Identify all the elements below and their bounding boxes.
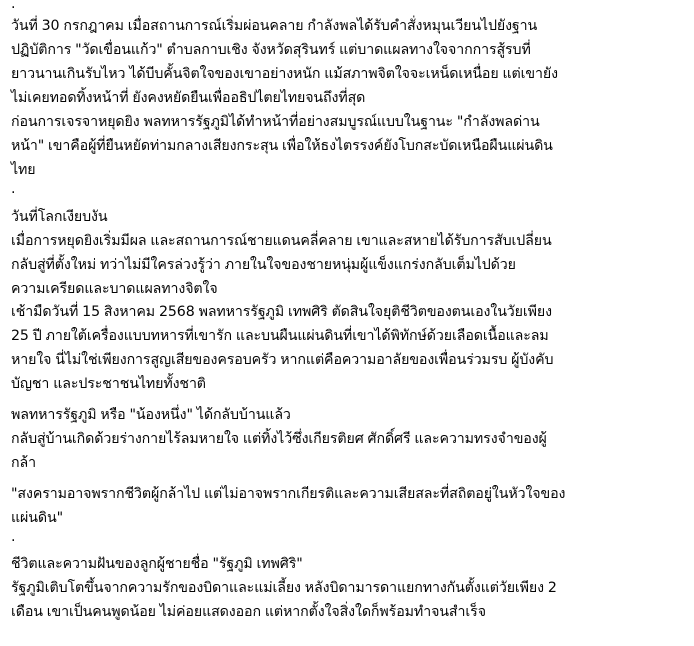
separator-dot: . [11,0,16,12]
text-line: ยาวนานเกินรับไหว ได้บีบคั้นจิตใจของเขาอย่างหนัก แม้สภาพจิตใจจะเหน็ดเหนื่อย แต่เขายัง [11,66,558,82]
section-heading: วันที่โลกเงียบงัน [11,209,108,225]
quote-line: แผ่นดิน" [11,510,63,526]
separator-dot: . [11,529,16,545]
text-line: กลับสู่บ้านเกิดด้วยร่างกายไร้ลมหายใจ แต่ทิ้งไว้ซึ่งเกียรติยศ ศักดิ์ศรี และความทรงจำของผู้ [11,431,547,447]
text-line: กลับสู่ที่ตั้งใหม่ ทว่าไม่มีใครล่วงรู้ว่า ภายในใจของชายหนุ่มผู้แข็งแกร่งกลับเต็มไปด้วย [11,257,516,273]
text-line: เช้ามืดวันที่ 15 สิงหาคม 2568 พลทหารรัฐภูมิ เทพศิริ ตัดสินใจยุติชีวิตของตนเองในวัยเพียง [11,304,552,320]
text-line: เมื่อการหยุดยิงเริ่มมีผล และสถานการณ์ชายแดนคลี่คลาย เขาและสหายได้รับการสับเปลี่ยน [11,233,552,249]
text-line: ปฏิบัติการ "วัดเขื่อนแก้ว" ตำบลกาบเชิง จังหวัดสุรินทร์ แต่บาดแผลทางใจจากการสู้รบที่ [11,42,531,58]
section-heading: ชีวิตและความฝันของลูกผู้ชายชื่อ "รัฐภูมิ เทพศิริ" [11,556,303,572]
text-line: หายใจ นี่ไม่ใช่เพียงการสูญเสียของครอบครัว หากแต่คือความอาลัยของเพื่อนร่วมรบ ผู้บังคับ [11,352,554,368]
text-line: บัญชา และประชาชนไทยทั้งชาติ [11,376,206,392]
text-line: ไม่เคยทอดทิ้งหน้าที่ ยังคงหยัดยืนเพื่ออธิปไตยไทยจนถึงที่สุด [11,90,366,106]
text-line: เดือน เขาเป็นคนพูดน้อย ไม่ค่อยแสดงออก แต่หากตั้งใจสิ่งใดก็พร้อมทำจนสำเร็จ [11,604,486,620]
text-line: วันที่ 30 กรกฎาคม เมื่อสถานการณ์เริ่มผ่อนคลาย กำลังพลได้รับคำสั่งหมุนเวียนไปยังฐาน [11,18,538,34]
text-line: กล้า [11,455,36,471]
text-line: ไทย [11,162,36,178]
quote-line: "สงครามอาจพรากชีวิตผู้กล้าไป แต่ไม่อาจพรากเกียรติและความเสียสละที่สถิตอยู่ในหัวใจของ [11,486,566,502]
text-line: ก่อนการเจรจาหยุดยิง พลทหารรัฐภูมิได้ทำหน้าที่อย่างสมบูรณ์แบบในฐานะ "กำลังพลด่าน [11,114,540,130]
separator-dot: . [11,181,16,197]
text-line: พลทหารรัฐภูมิ หรือ "น้องหนึ่ง" ได้กลับบ้านแล้ว [11,407,291,423]
text-line: 25 ปี ภายใต้เครื่องแบบทหารที่เขารัก และบนผืนแผ่นดินที่เขาได้พิทักษ์ด้วยเลือดเนื้อและลม [11,328,549,344]
text-line: หน้า" เขาคือผู้ที่ยืนหยัดท่ามกลางเสียงกระสุน เพื่อให้ธงไตรรงค์ยังโบกสะบัดเหนือผืนแผ่นดิน [11,138,553,154]
text-line: รัฐภูมิเติบโตขึ้นจากความรักของบิดาและแม่เลี้ยง หลังบิดามารดาแยกทางกันตั้งแต่วัยเพียง 2 [11,580,557,596]
text-line: ความเครียดและบาดแผลทางจิตใจ [11,281,218,297]
